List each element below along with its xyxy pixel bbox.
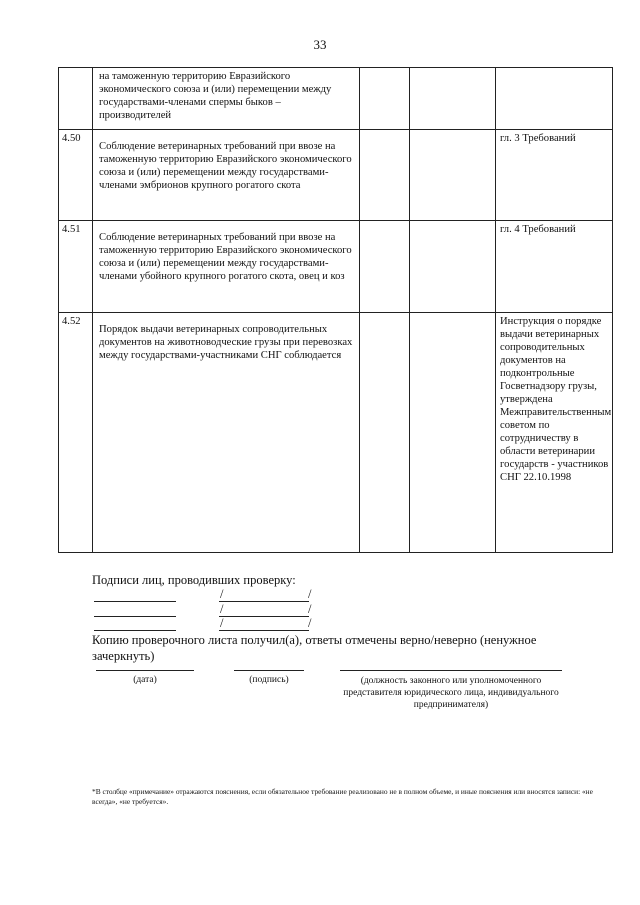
page-number: 33 xyxy=(313,37,327,52)
signature-field: (подпись) xyxy=(234,670,304,685)
answer-cell xyxy=(360,313,410,553)
answer-cell xyxy=(360,130,410,221)
source-cell: Инструкция о порядке выдачи ветеринарных сопроводительных документов на подконтрольные Госветнадзору грузы, утверждена Межправительственным советом по сотрудничеству в области ветеринарии государств - участников СНГ 22.10.1998 xyxy=(496,313,613,553)
row-number-cell xyxy=(59,68,93,130)
checklist-table xyxy=(58,67,613,553)
table-row xyxy=(59,68,613,130)
row-number-cell: 4.51 xyxy=(59,221,93,313)
signature-blank xyxy=(94,601,176,602)
signature-blank xyxy=(94,630,176,631)
requirement-cell: на таможенную территорию Евразийского экономического союза и (или) перемещении между государствами-членами спермы быков – производителей xyxy=(93,68,360,130)
position-field: (должность законного или уполномоченного представителя юридического лица, индивидуального предпринимателя) xyxy=(340,670,562,711)
table-row xyxy=(59,130,613,221)
source-cell xyxy=(496,68,613,130)
row-number-cell: 4.52 xyxy=(59,313,93,553)
requirement-cell: Соблюдение ветеринарных требований при ввозе на таможенную территорию Евразийского экономического союза и (или) перемещении между государствами-членами убойного крупного рогатого скота, овец и коз xyxy=(93,221,360,313)
date-field: (дата) xyxy=(96,670,194,685)
requirement-cell: Порядок выдачи ветеринарных сопроводительных документов на животноводческие грузы при перевозках между государствами-участниками СНГ соблюдается xyxy=(93,313,360,553)
copy-received-text: Копию проверочного листа получил(а), ответы отмечены верно/неверно (ненужное зачеркнуть) xyxy=(92,633,537,663)
requirement-cell: Соблюдение ветеринарных требований при ввозе на таможенную территорию Евразийского экономического союза и (или) перемещении между государствами-членами эмбрионов крупного рогатого скота xyxy=(93,130,360,221)
name-blank xyxy=(219,616,309,617)
table-row xyxy=(59,313,613,553)
source-cell: гл. 3 Требований xyxy=(496,130,613,221)
answer-cell xyxy=(360,68,410,130)
signature-blank xyxy=(94,616,176,617)
name-blank xyxy=(219,601,309,602)
note-cell xyxy=(410,221,496,313)
source-cell: гл. 4 Требований xyxy=(496,221,613,313)
footnote: *В столбце «примечание» отражаются пояснения, если обязательное требование реализовано не в полном объеме, и иные пояснения или вносятся записи: «не всегда», «не требуется». xyxy=(92,787,593,806)
signatures-title: Подписи лиц, проводивших проверку: xyxy=(92,573,296,587)
signature-line: / / xyxy=(92,589,332,604)
note-cell xyxy=(410,313,496,553)
note-cell xyxy=(410,130,496,221)
answer-cell xyxy=(360,221,410,313)
signature-line: / / xyxy=(92,618,332,633)
table-row xyxy=(59,221,613,313)
name-blank xyxy=(219,630,309,631)
row-number-cell: 4.50 xyxy=(59,130,93,221)
note-cell xyxy=(410,68,496,130)
signature-line: / / xyxy=(92,604,332,619)
